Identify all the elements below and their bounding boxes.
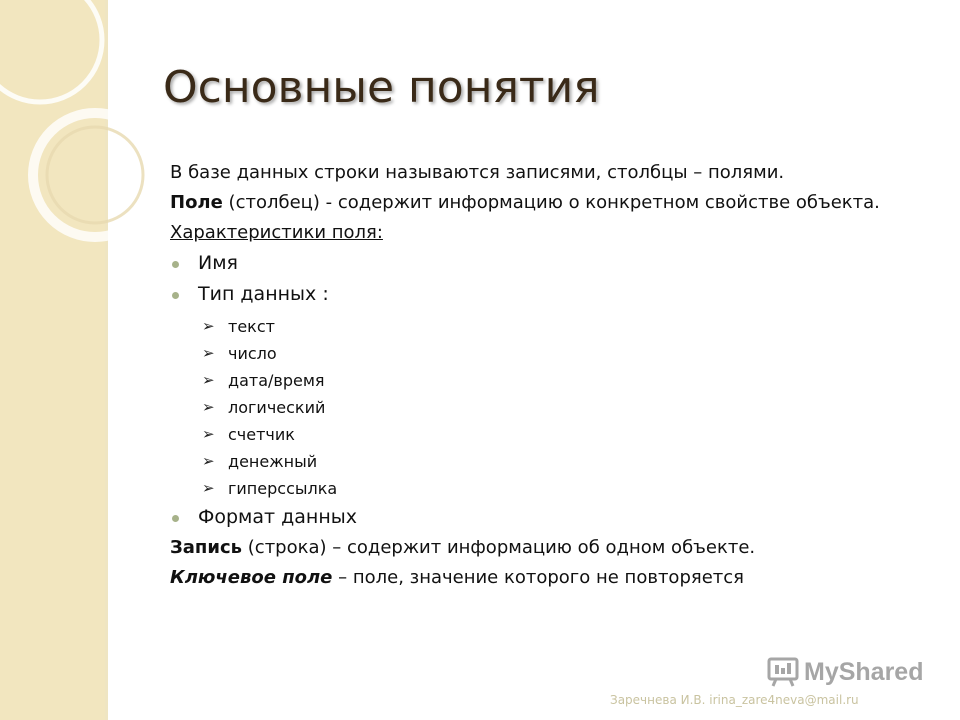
paragraph-field-definition: [170, 188, 940, 218]
bullet-data-type: [170, 279, 940, 310]
key-field-definition-text: – поле, значение которого не повторяется: [332, 567, 744, 588]
field-definition-text: (столбец) - содержит информацию о конкретном свойстве объекта.: [222, 192, 880, 213]
list-item-label: гиперссылка: [228, 479, 338, 498]
term-field: Поле: [170, 192, 223, 213]
arrow-bullet-icon: ➢: [202, 344, 215, 362]
arrow-bullet-icon: ➢: [202, 479, 215, 497]
record-definition-text: (строка) – содержит информацию об одном объекте.: [242, 537, 756, 558]
bullet-dot-icon: [172, 515, 179, 522]
list-item: [170, 421, 940, 448]
list-item-label: логический: [228, 398, 326, 417]
footer-author: Заречнева И.В. irina_zare4neva@mail.ru: [610, 693, 859, 707]
list-item-label: число: [228, 344, 277, 363]
arrow-bullet-icon: ➢: [202, 398, 215, 416]
arrow-bullet-icon: ➢: [202, 452, 215, 470]
list-item-label: денежный: [228, 452, 318, 471]
term-key-field: Ключевое поле: [170, 567, 333, 588]
field-characteristics-heading: Характеристики поля:: [170, 222, 383, 243]
arrow-bullet-icon: ➢: [202, 317, 215, 335]
slide-title: Основные понятия: [163, 62, 600, 113]
list-item-label: счетчик: [228, 425, 295, 444]
arrow-bullet-icon: ➢: [202, 425, 215, 443]
bullet-data-format-label: Формат данных: [198, 506, 357, 528]
term-record: Запись: [170, 537, 243, 558]
paragraph-records-fields: В базе данных строки называются записями, столбцы – полями.: [170, 162, 785, 183]
presentation-board-icon: [766, 657, 800, 687]
bullet-dot-icon: [172, 261, 179, 268]
list-item-label: дата/время: [228, 371, 325, 390]
paragraph-key-field-definition: [170, 563, 940, 593]
list-item: [170, 448, 940, 475]
slide-content: [170, 158, 940, 593]
data-type-list: [170, 310, 940, 502]
bullet-data-format: [170, 502, 940, 533]
list-item: [170, 367, 940, 394]
logo-text: MyShared: [804, 657, 924, 686]
list-item: [170, 394, 940, 421]
bullet-name-label: Имя: [198, 252, 238, 274]
bullet-data-type-label: Тип данных :: [198, 283, 329, 305]
list-item: [170, 340, 940, 367]
myshared-logo: [766, 655, 923, 689]
list-item: [170, 475, 940, 502]
bullet-dot-icon: [172, 292, 179, 299]
paragraph-record-definition: [170, 533, 940, 563]
list-item: [170, 313, 940, 340]
decorative-circles: [0, 0, 160, 260]
list-item-label: текст: [228, 317, 275, 336]
bullet-name: [170, 248, 940, 279]
arrow-bullet-icon: ➢: [202, 371, 215, 389]
